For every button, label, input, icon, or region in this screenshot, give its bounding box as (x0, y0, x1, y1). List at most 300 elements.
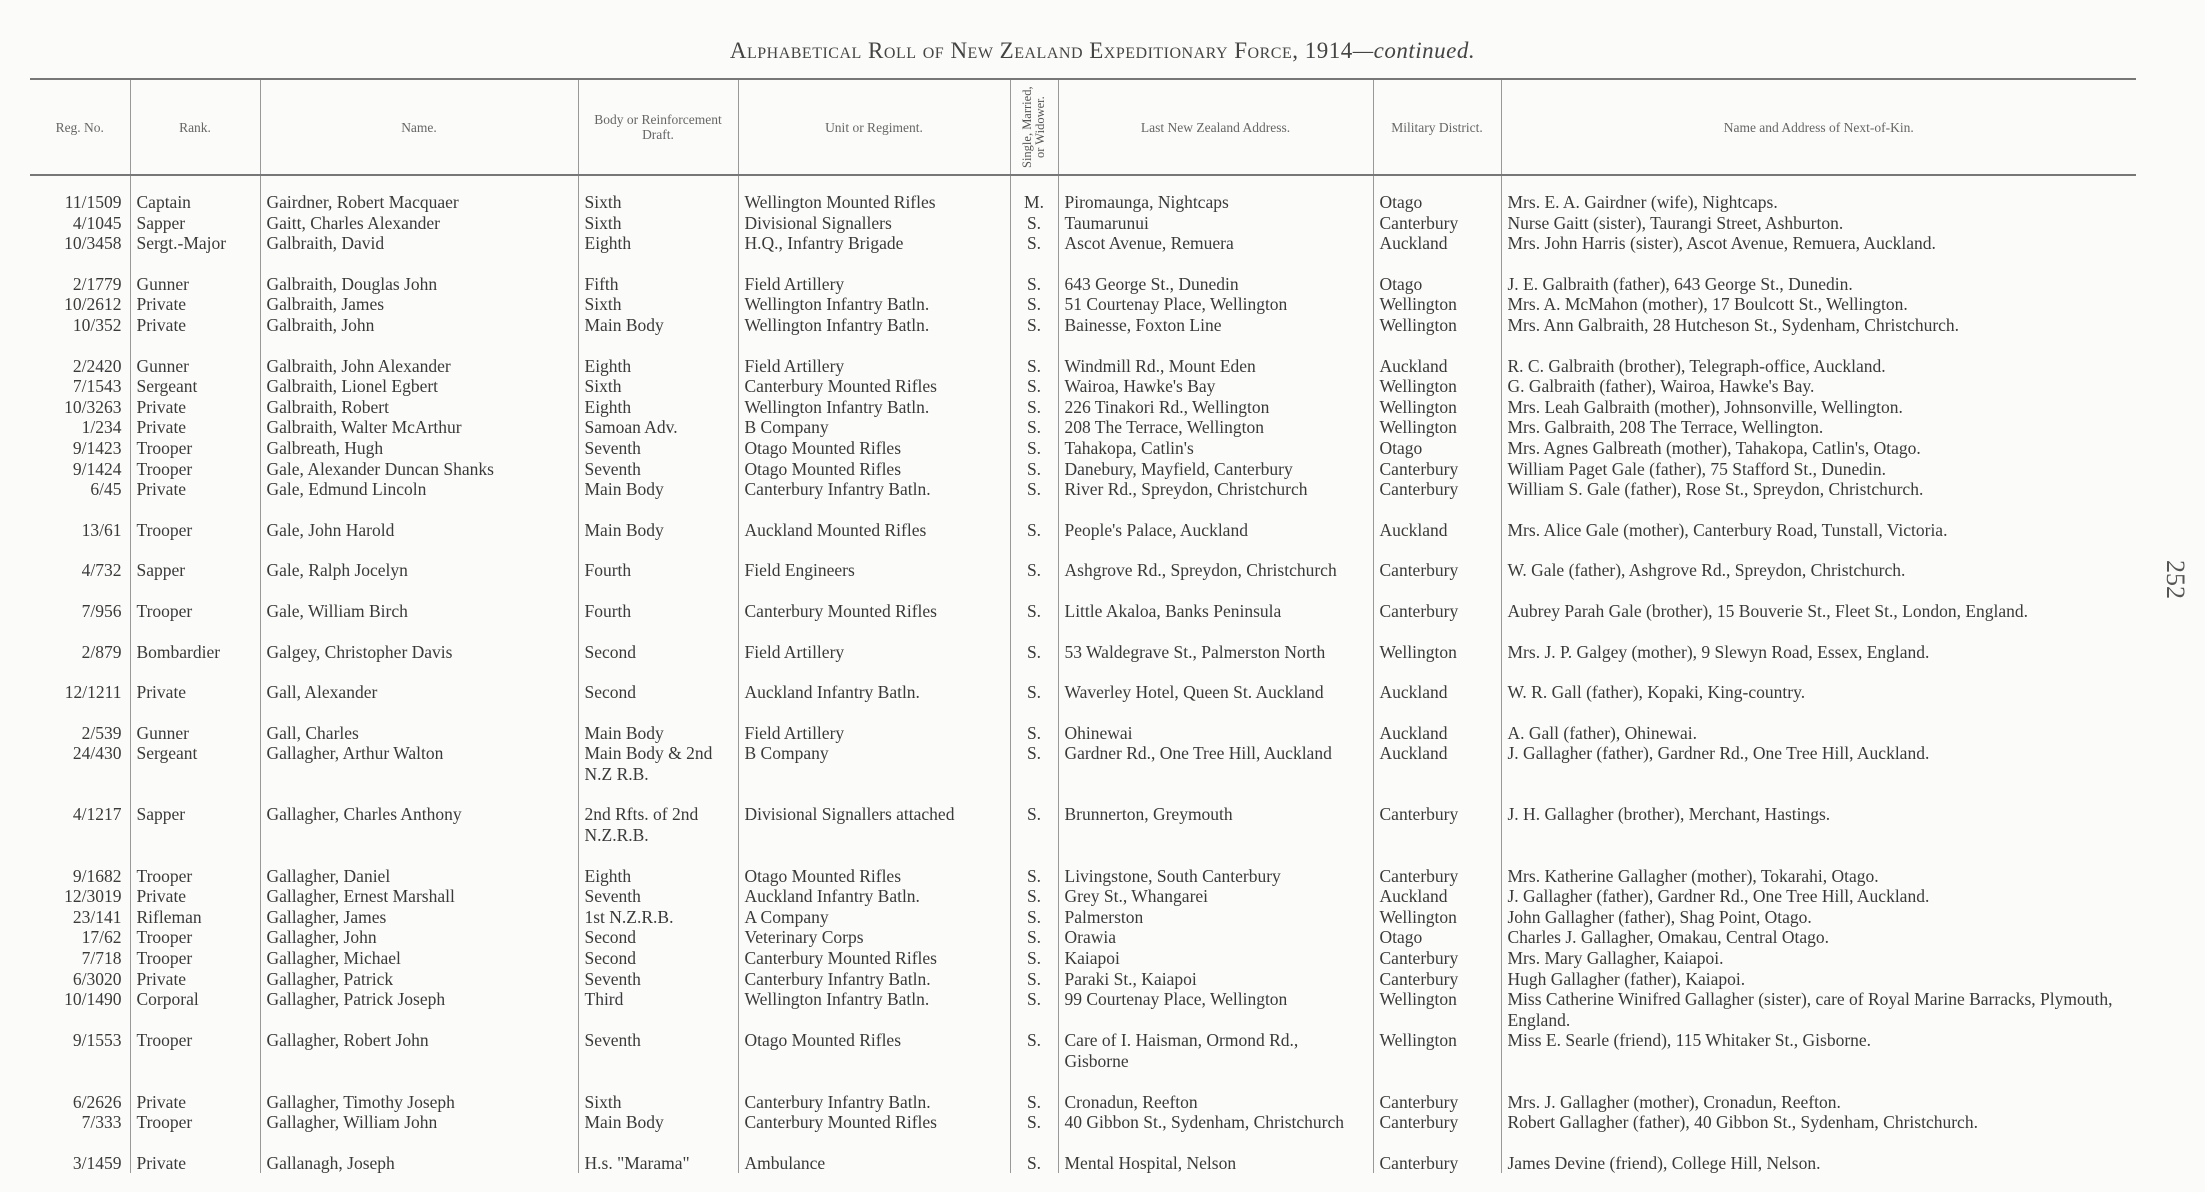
roll-body (30, 175, 2136, 1173)
reg-no-cell: 9/1553 (72, 1030, 122, 1051)
district-cell: Canterbury (1373, 459, 1501, 480)
reg-no-cell: 10/1490 (64, 989, 122, 1010)
kin-cell: Mrs. John Harris (sister), Ascot Avenue, Remuera, Auckland. (1501, 233, 2136, 254)
name-cell: Gallagher, Robert John (260, 1030, 578, 1071)
reg-no-cell: 13/61 (81, 519, 122, 540)
address-cell: 226 Tinakori Rd., Wellington (1058, 397, 1373, 418)
body-cell: Seventh (578, 459, 738, 480)
reg-no-cell: 23/141 (72, 906, 122, 927)
reg-no-cell: 9/1424 (72, 458, 122, 479)
reg-no-cell: 12/3019 (64, 886, 122, 907)
status-cell: M. (1010, 175, 1058, 213)
name-cell: Gallagher, William John (260, 1112, 578, 1133)
status-cell: S. (1010, 703, 1058, 744)
body-cell: Seventh (578, 438, 738, 459)
title-main: Alphabetical Roll of New Zealand Expeditionary Force, 1914 (729, 38, 1353, 63)
unit-cell: Canterbury Infantry Batln. (738, 969, 1010, 990)
body-cell: Main Body & 2nd N.Z R.B. (578, 743, 738, 784)
table-row (30, 336, 2136, 377)
kin-cell: G. Galbraith (father), Wairoa, Hawke's Bay. (1501, 376, 2136, 397)
rank-cell: Trooper (130, 500, 260, 541)
unit-cell: Divisional Signallers (738, 213, 1010, 234)
table-row (30, 175, 2136, 213)
unit-cell: Otago Mounted Rifles (738, 459, 1010, 480)
rank-cell: Sapper (130, 540, 260, 581)
kin-cell: Mrs. E. A. Gairdner (wife), Nightcaps. (1501, 175, 2136, 213)
district-cell: Auckland (1373, 886, 1501, 907)
address-cell: Care of I. Haisman, Ormond Rd., Gisborne (1058, 1030, 1373, 1071)
address-cell: Danebury, Mayfield, Canterbury (1058, 459, 1373, 480)
kin-cell: Hugh Gallagher (father), Kaiapoi. (1501, 969, 2136, 990)
name-cell: Galbreath, Hugh (260, 438, 578, 459)
table-row (30, 622, 2136, 663)
unit-cell: Wellington Infantry Batln. (738, 989, 1010, 1030)
page-title (0, 38, 2205, 64)
kin-cell: J. E. Galbraith (father), 643 George St., Dunedin. (1501, 254, 2136, 295)
district-cell: Canterbury (1373, 540, 1501, 581)
district-cell: Canterbury (1373, 479, 1501, 500)
district-cell: Wellington (1373, 376, 1501, 397)
status-cell: S. (1010, 886, 1058, 907)
address-cell: Wairoa, Hawke's Bay (1058, 376, 1373, 397)
body-cell: Main Body (578, 1112, 738, 1133)
body-cell: Second (578, 662, 738, 703)
unit-cell: Canterbury Mounted Rifles (738, 581, 1010, 622)
body-cell: Eighth (578, 233, 738, 254)
rank-cell: Sapper (130, 784, 260, 845)
name-cell: Gallagher, Charles Anthony (260, 784, 578, 845)
rank-cell: Trooper (130, 581, 260, 622)
header-district: Military District. (1373, 79, 1501, 175)
table-row (30, 703, 2136, 744)
body-cell: Sixth (578, 175, 738, 213)
address-cell: Windmill Rd., Mount Eden (1058, 336, 1373, 377)
kin-cell: W. Gale (father), Ashgrove Rd., Spreydon, Christchurch. (1501, 540, 2136, 581)
name-cell: Gallagher, Patrick (260, 969, 578, 990)
district-cell: Wellington (1373, 1030, 1501, 1071)
name-cell: Gallagher, Arthur Walton (260, 743, 578, 784)
name-cell: Galbraith, Douglas John (260, 254, 578, 295)
kin-cell: Mrs. Galbraith, 208 The Terrace, Wellington. (1501, 417, 2136, 438)
address-cell: Bainesse, Foxton Line (1058, 315, 1373, 336)
district-cell: Wellington (1373, 315, 1501, 336)
status-cell: S. (1010, 1112, 1058, 1133)
address-cell: Taumarunui (1058, 213, 1373, 234)
rank-cell: Private (130, 315, 260, 336)
table-row (30, 213, 2136, 234)
status-cell: S. (1010, 315, 1058, 336)
reg-no-cell: 4/1217 (72, 804, 122, 825)
reg-no-cell: 2/2420 (72, 355, 122, 376)
kin-cell: James Devine (friend), College Hill, Nelson. (1501, 1133, 2136, 1174)
reg-no-cell: 2/879 (81, 641, 122, 662)
rank-cell: Trooper (130, 927, 260, 948)
district-cell: Canterbury (1373, 213, 1501, 234)
rank-cell: Trooper (130, 1030, 260, 1071)
status-cell: S. (1010, 213, 1058, 234)
district-cell: Auckland (1373, 233, 1501, 254)
reg-no-cell: 7/718 (81, 948, 122, 969)
address-cell: Tahakopa, Catlin's (1058, 438, 1373, 459)
reg-no-cell: 10/3263 (64, 396, 122, 417)
unit-cell: Veterinary Corps (738, 927, 1010, 948)
reg-no-cell: 10/3458 (64, 233, 122, 254)
kin-cell: Miss Catherine Winifred Gallagher (sister), care of Royal Marine Barracks, Plymouth, England. (1501, 989, 2136, 1030)
unit-cell: A Company (738, 907, 1010, 928)
name-cell: Gale, Edmund Lincoln (260, 479, 578, 500)
name-cell: Gairdner, Robert Macquaer (260, 175, 578, 213)
name-cell: Galbraith, John (260, 315, 578, 336)
status-cell: S. (1010, 743, 1058, 784)
rank-cell: Trooper (130, 846, 260, 887)
table-row (30, 479, 2136, 500)
table-row (30, 969, 2136, 990)
status-cell: S. (1010, 784, 1058, 845)
kin-cell: Miss E. Searle (friend), 115 Whitaker St., Gisborne. (1501, 1030, 2136, 1071)
body-cell: H.s. "Marama" (578, 1133, 738, 1174)
unit-cell: Canterbury Mounted Rifles (738, 948, 1010, 969)
body-cell: Second (578, 948, 738, 969)
rank-cell: Captain (130, 175, 260, 213)
unit-cell: Canterbury Infantry Batln. (738, 479, 1010, 500)
body-cell: Third (578, 989, 738, 1030)
body-cell: Main Body (578, 703, 738, 744)
unit-cell: Wellington Infantry Batln. (738, 315, 1010, 336)
status-cell: S. (1010, 438, 1058, 459)
rank-cell: Corporal (130, 989, 260, 1030)
body-cell: Eighth (578, 336, 738, 377)
unit-cell: Divisional Signallers attached (738, 784, 1010, 845)
status-cell: S. (1010, 479, 1058, 500)
reg-no-cell: 4/1045 (72, 212, 122, 233)
body-cell: 1st N.Z.R.B. (578, 907, 738, 928)
address-cell: Gardner Rd., One Tree Hill, Auckland (1058, 743, 1373, 784)
status-cell: S. (1010, 540, 1058, 581)
status-cell: S. (1010, 500, 1058, 541)
kin-cell: Mrs. J. P. Galgey (mother), 9 Slewyn Road, Essex, England. (1501, 622, 2136, 663)
unit-cell: Otago Mounted Rifles (738, 1030, 1010, 1071)
address-cell: Ashgrove Rd., Spreydon, Christchurch (1058, 540, 1373, 581)
kin-cell: W. R. Gall (father), Kopaki, King-country. (1501, 662, 2136, 703)
table-row (30, 500, 2136, 541)
header-address: Last New Zealand Address. (1058, 79, 1373, 175)
table-row (30, 927, 2136, 948)
table-row (30, 315, 2136, 336)
header-row (30, 79, 2136, 175)
name-cell: Gallagher, Timothy Joseph (260, 1072, 578, 1113)
name-cell: Galbraith, David (260, 233, 578, 254)
table-row (30, 886, 2136, 907)
header-kin: Name and Address of Next-of-Kin. (1501, 79, 2136, 175)
rank-cell: Private (130, 662, 260, 703)
status-cell: S. (1010, 294, 1058, 315)
kin-cell: Mrs. A. McMahon (mother), 17 Boulcott St., Wellington. (1501, 294, 2136, 315)
rank-cell: Private (130, 479, 260, 500)
district-cell: Auckland (1373, 336, 1501, 377)
name-cell: Gale, John Harold (260, 500, 578, 541)
body-cell: Seventh (578, 1030, 738, 1071)
rank-cell: Private (130, 969, 260, 990)
address-cell: Livingstone, South Canterbury (1058, 846, 1373, 887)
kin-cell: Mrs. Ann Galbraith, 28 Hutcheson St., Sydenham, Christchurch. (1501, 315, 2136, 336)
address-cell: Piromaunga, Nightcaps (1058, 175, 1373, 213)
rank-cell: Sergt.-Major (130, 233, 260, 254)
address-cell: Cronadun, Reefton (1058, 1072, 1373, 1113)
name-cell: Galbraith, Walter McArthur (260, 417, 578, 438)
name-cell: Gallagher, John (260, 927, 578, 948)
name-cell: Galbraith, Lionel Egbert (260, 376, 578, 397)
name-cell: Gall, Charles (260, 703, 578, 744)
status-cell: S. (1010, 846, 1058, 887)
roll-table (30, 78, 2136, 1173)
header-unit: Unit or Regiment. (738, 79, 1010, 175)
kin-cell: William S. Gale (father), Rose St., Spreydon, Christchurch. (1501, 479, 2136, 500)
address-cell: Orawia (1058, 927, 1373, 948)
status-cell: S. (1010, 622, 1058, 663)
rank-cell: Rifleman (130, 907, 260, 928)
reg-no-cell: 7/1543 (72, 376, 122, 397)
status-cell: S. (1010, 397, 1058, 418)
rank-cell: Private (130, 1072, 260, 1113)
body-cell: Eighth (578, 397, 738, 418)
kin-cell: Charles J. Gallagher, Omakau, Central Otago. (1501, 927, 2136, 948)
address-cell: 99 Courtenay Place, Wellington (1058, 989, 1373, 1030)
reg-no-cell: 10/2612 (64, 294, 122, 315)
table-row (30, 743, 2136, 784)
rank-cell: Trooper (130, 1112, 260, 1133)
reg-no-cell: 6/2626 (72, 1091, 122, 1112)
name-cell: Gall, Alexander (260, 662, 578, 703)
body-cell: Main Body (578, 315, 738, 336)
body-cell: Sixth (578, 213, 738, 234)
kin-cell: Mrs. Alice Gale (mother), Canterbury Road, Tunstall, Victoria. (1501, 500, 2136, 541)
table-row (30, 1133, 2136, 1174)
table-row (30, 1072, 2136, 1113)
table-row (30, 438, 2136, 459)
rank-cell: Sergeant (130, 743, 260, 784)
district-cell: Wellington (1373, 417, 1501, 438)
body-cell: Sixth (578, 294, 738, 315)
district-cell: Auckland (1373, 662, 1501, 703)
reg-no-cell: 7/956 (81, 600, 122, 621)
address-cell: Waverley Hotel, Queen St. Auckland (1058, 662, 1373, 703)
unit-cell: Auckland Infantry Batln. (738, 662, 1010, 703)
table-row (30, 907, 2136, 928)
district-cell: Wellington (1373, 989, 1501, 1030)
status-cell: S. (1010, 907, 1058, 928)
unit-cell: Wellington Mounted Rifles (738, 175, 1010, 213)
rank-cell: Private (130, 397, 260, 418)
name-cell: Gale, Alexander Duncan Shanks (260, 459, 578, 480)
body-cell: Seventh (578, 969, 738, 990)
rank-cell: Trooper (130, 948, 260, 969)
table-row (30, 397, 2136, 418)
rank-cell: Sergeant (130, 376, 260, 397)
header-status (1010, 79, 1058, 175)
page-number: 252 (2161, 560, 2190, 599)
name-cell: Gale, Ralph Jocelyn (260, 540, 578, 581)
table-row (30, 1112, 2136, 1133)
status-cell: S. (1010, 662, 1058, 703)
header-name: Name. (260, 79, 578, 175)
body-cell: Fifth (578, 254, 738, 295)
address-cell: Palmerston (1058, 907, 1373, 928)
status-cell: S. (1010, 969, 1058, 990)
rank-cell: Gunner (130, 254, 260, 295)
rank-cell: Sapper (130, 213, 260, 234)
kin-cell: John Gallagher (father), Shag Point, Otago. (1501, 907, 2136, 928)
district-cell: Auckland (1373, 500, 1501, 541)
unit-cell: Wellington Infantry Batln. (738, 397, 1010, 418)
body-cell: 2nd Rfts. of 2nd N.Z.R.B. (578, 784, 738, 845)
kin-cell: A. Gall (father), Ohinewai. (1501, 703, 2136, 744)
district-cell: Wellington (1373, 907, 1501, 928)
rank-cell: Trooper (130, 438, 260, 459)
name-cell: Gallanagh, Joseph (260, 1133, 578, 1174)
kin-cell: J. H. Gallagher (brother), Merchant, Hastings. (1501, 784, 2136, 845)
name-cell: Gaitt, Charles Alexander (260, 213, 578, 234)
status-cell: S. (1010, 233, 1058, 254)
address-cell: 51 Courtenay Place, Wellington (1058, 294, 1373, 315)
rank-cell: Private (130, 294, 260, 315)
address-cell: 208 The Terrace, Wellington (1058, 417, 1373, 438)
reg-no-cell: 3/1459 (72, 1152, 122, 1173)
kin-cell: Mrs. Mary Gallagher, Kaiapoi. (1501, 948, 2136, 969)
district-cell: Canterbury (1373, 581, 1501, 622)
reg-no-cell: 12/1211 (64, 682, 122, 703)
reg-no-cell: 10/352 (72, 314, 122, 335)
table-row (30, 233, 2136, 254)
kin-cell: Mrs. Agnes Galbreath (mother), Tahakopa, Catlin's, Otago. (1501, 438, 2136, 459)
address-cell: 53 Waldegrave St., Palmerston North (1058, 622, 1373, 663)
address-cell: Grey St., Whangarei (1058, 886, 1373, 907)
district-cell: Canterbury (1373, 1133, 1501, 1174)
kin-cell: Robert Gallagher (father), 40 Gibbon St., Sydenham, Christchurch. (1501, 1112, 2136, 1133)
kin-cell: William Paget Gale (father), 75 Stafford St., Dunedin. (1501, 459, 2136, 480)
body-cell: Second (578, 622, 738, 663)
name-cell: Gallagher, James (260, 907, 578, 928)
name-cell: Gallagher, Patrick Joseph (260, 989, 578, 1030)
name-cell: Gallagher, Michael (260, 948, 578, 969)
reg-no-cell: 6/45 (90, 479, 122, 500)
name-cell: Gale, William Birch (260, 581, 578, 622)
address-cell: Ohinewai (1058, 703, 1373, 744)
header-rank: Rank. (130, 79, 260, 175)
rank-cell: Private (130, 886, 260, 907)
name-cell: Galbraith, Robert (260, 397, 578, 418)
kin-cell: J. Gallagher (father), Gardner Rd., One Tree Hill, Auckland. (1501, 743, 2136, 784)
body-cell: Second (578, 927, 738, 948)
name-cell: Gallagher, Ernest Marshall (260, 886, 578, 907)
district-cell: Canterbury (1373, 784, 1501, 845)
address-cell: Brunnerton, Greymouth (1058, 784, 1373, 845)
address-cell: People's Palace, Auckland (1058, 500, 1373, 541)
unit-cell: H.Q., Infantry Brigade (738, 233, 1010, 254)
kin-cell: Mrs. J. Gallagher (mother), Cronadun, Reefton. (1501, 1072, 2136, 1113)
unit-cell: Field Artillery (738, 703, 1010, 744)
table-row (30, 581, 2136, 622)
district-cell: Canterbury (1373, 1072, 1501, 1113)
unit-cell: Otago Mounted Rifles (738, 846, 1010, 887)
status-cell: S. (1010, 948, 1058, 969)
rank-cell: Gunner (130, 336, 260, 377)
table-row (30, 784, 2136, 845)
reg-no-cell: 24/430 (72, 743, 122, 764)
unit-cell: Otago Mounted Rifles (738, 438, 1010, 459)
body-cell: Sixth (578, 376, 738, 397)
name-cell: Galbraith, James (260, 294, 578, 315)
table-row (30, 846, 2136, 887)
district-cell: Wellington (1373, 622, 1501, 663)
district-cell: Otago (1373, 927, 1501, 948)
table-row (30, 1030, 2136, 1071)
reg-no-cell: 1/234 (81, 417, 122, 438)
kin-cell: Aubrey Parah Gale (brother), 15 Bouverie St., Fleet St., London, England. (1501, 581, 2136, 622)
unit-cell: Canterbury Mounted Rifles (738, 376, 1010, 397)
district-cell: Auckland (1373, 743, 1501, 784)
body-cell: Sixth (578, 1072, 738, 1113)
reg-no-cell: 2/1779 (72, 273, 122, 294)
table-row (30, 989, 2136, 1030)
address-cell: Paraki St., Kaiapoi (1058, 969, 1373, 990)
status-cell: S. (1010, 336, 1058, 377)
unit-cell: Ambulance (738, 1133, 1010, 1174)
status-cell: S. (1010, 376, 1058, 397)
body-cell: Eighth (578, 846, 738, 887)
table-row (30, 948, 2136, 969)
rank-cell: Gunner (130, 703, 260, 744)
kin-cell: Mrs. Katherine Gallagher (mother), Tokarahi, Otago. (1501, 846, 2136, 887)
unit-cell: B Company (738, 417, 1010, 438)
district-cell: Otago (1373, 438, 1501, 459)
district-cell: Canterbury (1373, 969, 1501, 990)
rank-cell: Private (130, 417, 260, 438)
unit-cell: B Company (738, 743, 1010, 784)
status-cell: S. (1010, 1072, 1058, 1113)
unit-cell: Auckland Infantry Batln. (738, 886, 1010, 907)
body-cell: Fourth (578, 581, 738, 622)
table-row (30, 540, 2136, 581)
kin-cell: J. Gallagher (father), Gardner Rd., One Tree Hill, Auckland. (1501, 886, 2136, 907)
header-status-text: Single, Married, or Widower. (1020, 86, 1047, 168)
reg-no-cell: 6/3020 (72, 968, 122, 989)
address-cell: 40 Gibbon St., Sydenham, Christchurch (1058, 1112, 1373, 1133)
district-cell: Auckland (1373, 703, 1501, 744)
name-cell: Galbraith, John Alexander (260, 336, 578, 377)
unit-cell: Auckland Mounted Rifles (738, 500, 1010, 541)
name-cell: Galgey, Christopher Davis (260, 622, 578, 663)
status-cell: S. (1010, 417, 1058, 438)
table-row (30, 294, 2136, 315)
rank-cell: Bombardier (130, 622, 260, 663)
unit-cell: Field Artillery (738, 336, 1010, 377)
status-cell: S. (1010, 581, 1058, 622)
kin-cell: Nurse Gaitt (sister), Taurangi Street, Ashburton. (1501, 213, 2136, 234)
district-cell: Wellington (1373, 397, 1501, 418)
body-cell: Main Body (578, 500, 738, 541)
table-row (30, 662, 2136, 703)
rank-cell: Private (130, 1133, 260, 1174)
status-cell: S. (1010, 1133, 1058, 1174)
status-cell: S. (1010, 989, 1058, 1030)
reg-no-cell: 9/1682 (72, 865, 122, 886)
table-row (30, 459, 2136, 480)
kin-cell: R. C. Galbraith (brother), Telegraph-office, Auckland. (1501, 336, 2136, 377)
status-cell: S. (1010, 927, 1058, 948)
status-cell: S. (1010, 459, 1058, 480)
address-cell: Ascot Avenue, Remuera (1058, 233, 1373, 254)
address-cell: Mental Hospital, Nelson (1058, 1133, 1373, 1174)
